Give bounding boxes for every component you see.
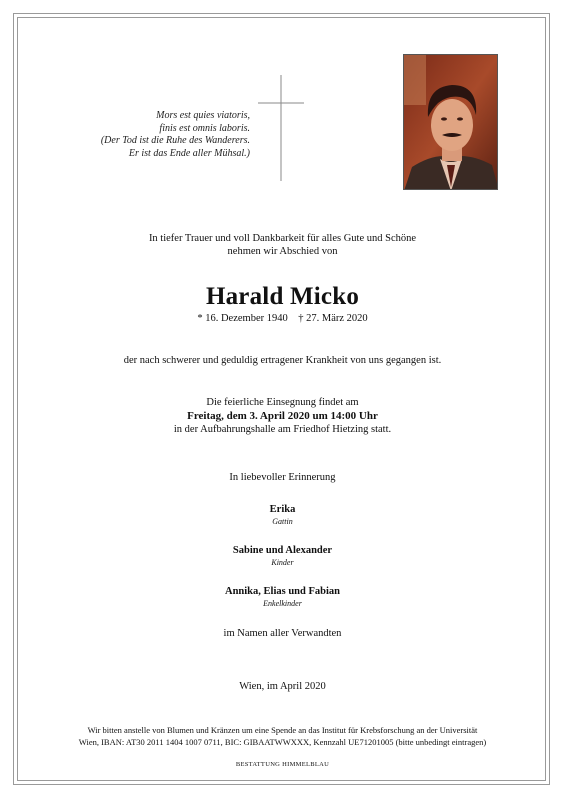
intro-line-2: nehmen wir Abschied von xyxy=(227,246,338,257)
memory-text: In liebevoller Erinnerung xyxy=(229,472,336,483)
ceremony-line-3: in der Aufbahrungshalle am Friedhof Hietzing statt. xyxy=(173,424,392,435)
portrait-photo xyxy=(403,54,498,190)
deceased-name: Harald Micko xyxy=(205,283,360,310)
ceremony-date: Freitag, dem 3. April 2020 um 14:00 Uhr xyxy=(187,410,378,422)
mourner-names: Erika xyxy=(269,504,296,515)
mourner-names: Sabine und Alexander xyxy=(232,545,333,556)
quote-line: finis est omnis laboris. xyxy=(159,122,250,134)
undertaker-name: BESTATTUNG HIMMELBLAU xyxy=(235,761,330,768)
mourner-names: Annika, Elias und Fabian xyxy=(225,586,340,597)
passing-text: der nach schwerer und geduldig ertragener Krankheit von uns gegangen ist. xyxy=(123,355,442,366)
ceremony-line-1: Die feierliche Einsegnung findet am xyxy=(206,397,359,408)
mourner-relation: Enkelkinder xyxy=(263,599,302,608)
quote-line: Mors est quies viatoris, xyxy=(156,110,250,121)
place-date: Wien, im April 2020 xyxy=(239,681,326,692)
quote-line: Er ist das Ende aller Mühsal.) xyxy=(128,147,250,159)
relatives-text: im Namen aller Verwandten xyxy=(223,628,342,639)
donation-line-1: Wir bitten anstelle von Blumen und Kränzen um eine Spende an das Institut für Krebsforschung an der Universität xyxy=(87,725,478,735)
quote-line: (Der Tod ist die Ruhe des Wanderers. xyxy=(100,135,250,146)
mourner-relation: Kinder xyxy=(271,558,294,567)
donation-line-2: Wien, IBAN: AT30 2011 1404 1007 0711, BIC: GIBAATWWXXX, Kennzahl UE71201005 (bitte unbedingt eintragen) xyxy=(78,737,487,747)
life-dates: * 16. Dezember 1940 † 27. März 2020 xyxy=(197,313,368,324)
cross-icon xyxy=(258,75,304,181)
mourner-relation: Gattin xyxy=(272,517,293,526)
intro-line-1: In tiefer Trauer und voll Dankbarkeit für alles Gute und Schöne xyxy=(148,233,417,244)
latin-quote xyxy=(50,110,250,160)
